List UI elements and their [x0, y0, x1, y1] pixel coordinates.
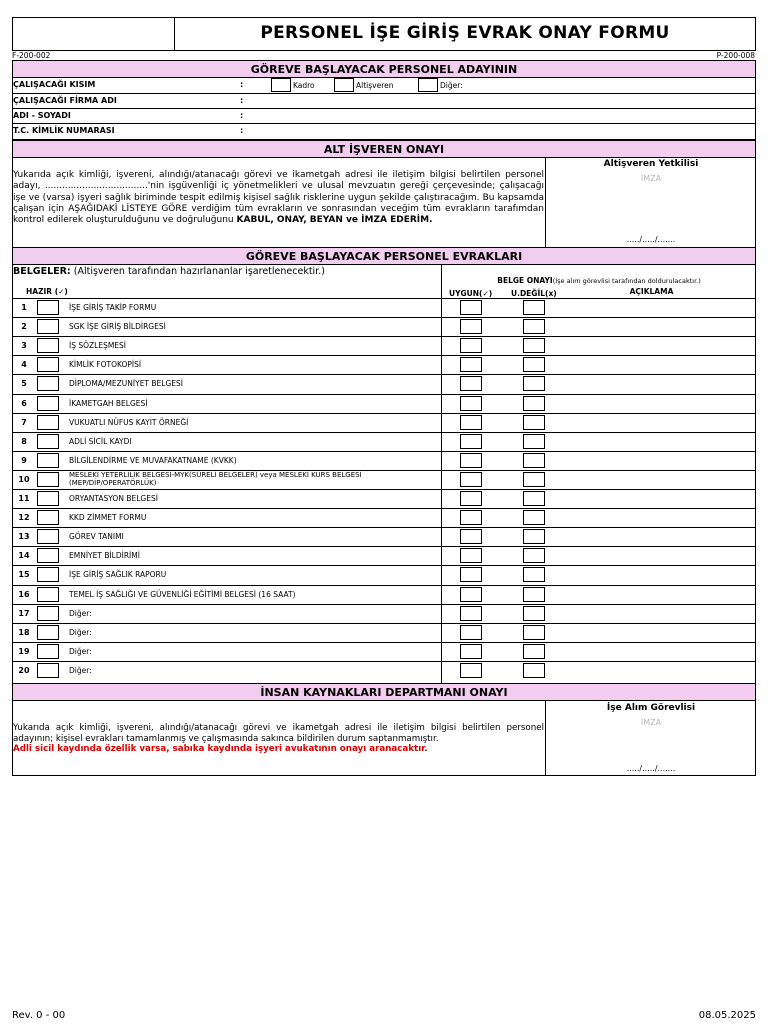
sub-employer-section-title: ALT İŞVEREN ONAYI — [12, 140, 756, 158]
belgeler-note: (Altişveren tarafından hazırlananlar işaretlenecektir.) — [70, 266, 325, 277]
uygun-checkbox[interactable] — [460, 338, 482, 353]
hazir-checkbox[interactable] — [37, 663, 59, 678]
diger-label: Diğer: — [440, 81, 463, 90]
sub-employer-statement-bold: KABUL, ONAY, BEYAN ve İMZA EDERİM. — [236, 215, 433, 226]
aciklama-input[interactable] — [548, 453, 753, 468]
uygun-checkbox[interactable] — [460, 548, 482, 563]
uygun-degil-checkbox[interactable] — [523, 548, 545, 563]
uygun-checkbox[interactable] — [460, 644, 482, 659]
row-number: 8 — [21, 437, 27, 446]
hazir-checkbox[interactable] — [37, 587, 59, 602]
hr-date[interactable]: ...../...../....... — [626, 764, 676, 773]
uygun-degil-checkbox[interactable] — [523, 319, 545, 334]
uygun-degil-checkbox[interactable] — [523, 491, 545, 506]
hr-warning-text: Adli sicil kaydında özellik varsa, sabıka kaydında işyeri avukatının onayı aranacaktır. — [13, 744, 428, 754]
hazir-checkbox[interactable] — [37, 415, 59, 430]
row-number: 12 — [18, 513, 30, 522]
field-label-company: ÇALIŞACAĞI FİRMA ADI — [13, 96, 117, 105]
hazir-checkbox[interactable] — [37, 606, 59, 621]
aciklama-input[interactable] — [548, 625, 753, 640]
row-number: 9 — [21, 456, 27, 465]
uygun-degil-checkbox[interactable] — [523, 415, 545, 430]
name-input[interactable] — [250, 109, 750, 122]
uygun-degil-checkbox[interactable] — [523, 300, 545, 315]
aciklama-input[interactable] — [548, 396, 753, 411]
aciklama-input[interactable] — [548, 376, 753, 391]
document-name: ORYANTASYON BELGESİ — [69, 494, 158, 503]
row-number: 19 — [18, 647, 30, 656]
field-sep: : — [240, 96, 244, 105]
company-input[interactable] — [250, 94, 750, 107]
form-code-right: P-200-008 — [716, 51, 755, 60]
footer-rev: Rev. 0 - 00 — [12, 1010, 66, 1021]
field-label-tc: T.C. KİMLİK NUMARASI — [13, 126, 115, 135]
footer-date: 08.05.2025 — [698, 1010, 756, 1021]
belgeler-label: BELGELER: — [13, 266, 71, 277]
uygun-degil-checkbox[interactable] — [523, 567, 545, 582]
uygun-checkbox[interactable] — [460, 529, 482, 544]
document-name-line2: (MEP/DİP/OPERATÖRLÜK) — [69, 479, 157, 487]
belge-onayi-label: BELGE ONAYI — [497, 276, 553, 285]
hazir-checkbox[interactable] — [37, 625, 59, 640]
uygun-degil-checkbox[interactable] — [523, 587, 545, 602]
document-name: Diğer: — [69, 666, 92, 675]
document-name: GÖREV TANIMI — [69, 532, 124, 541]
aciklama-input[interactable] — [548, 415, 753, 430]
aciklama-input[interactable] — [548, 300, 753, 315]
belge-onayi-header — [442, 268, 756, 287]
hazir-checkbox[interactable] — [37, 491, 59, 506]
row-number: 15 — [18, 570, 30, 579]
hazir-checkbox[interactable] — [37, 644, 59, 659]
hazir-checkbox[interactable] — [37, 300, 59, 315]
page-title: PERSONEL İŞE GİRİŞ EVRAK ONAY FORMU — [260, 23, 670, 43]
diger-checkbox[interactable] — [418, 78, 438, 92]
document-name: DİPLOMA/MEZUNİYET BELGESİ — [69, 379, 183, 388]
hazir-checkbox[interactable] — [37, 319, 59, 334]
document-name: KKD ZİMMET FORMU — [69, 513, 147, 522]
row-number: 18 — [18, 628, 30, 637]
uygun-degil-checkbox[interactable] — [523, 472, 545, 487]
uygun-degil-checkbox[interactable] — [523, 510, 545, 525]
aciklama-input[interactable] — [548, 357, 753, 372]
hazir-checkbox[interactable] — [37, 434, 59, 449]
documents-section-title: GÖREVE BAŞLAYACAK PERSONEL EVRAKLARI — [12, 247, 756, 265]
document-name: İŞE GİRİŞ SAĞLIK RAPORU — [69, 570, 167, 579]
row-number: 4 — [21, 360, 27, 369]
row-number: 5 — [21, 379, 27, 388]
document-name: İŞ SÖZLEŞMESİ — [69, 341, 127, 350]
hr-signature[interactable]: İMZA — [640, 718, 662, 727]
uygun-degil-checkbox[interactable] — [523, 663, 545, 678]
sub-employer-date[interactable]: ...../...../....... — [626, 235, 676, 244]
sub-employer-signature[interactable]: İMZA — [640, 174, 662, 183]
aciklama-input[interactable] — [548, 434, 753, 449]
uygun-checkbox[interactable] — [460, 567, 482, 582]
kadro-label: Kadro — [293, 81, 315, 90]
aciklama-input[interactable] — [548, 529, 753, 544]
hr-signer-title: İşe Alım Görevlisi — [606, 703, 696, 713]
row-number: 6 — [21, 399, 27, 408]
uygun-degil-checkbox[interactable] — [523, 453, 545, 468]
uygun-degil-checkbox[interactable] — [523, 606, 545, 621]
aciklama-input[interactable] — [548, 319, 753, 334]
row-number: 10 — [18, 475, 30, 484]
col-hazir: HAZIR (✓) — [26, 287, 68, 296]
col-aciklama: AÇIKLAMA — [629, 287, 674, 296]
field-sep: : — [240, 80, 244, 89]
row-number: 1 — [21, 303, 27, 312]
uygun-degil-checkbox[interactable] — [523, 434, 545, 449]
altisveren-checkbox[interactable] — [334, 78, 354, 92]
field-label-name: ADI - SOYADI — [13, 111, 71, 120]
kadro-checkbox[interactable] — [271, 78, 291, 92]
document-name: VUKUATLI NÜFUS KAYIT ÖRNEĞİ — [69, 418, 189, 427]
sub-employer-statement-text: Yukarıda açık kimliği, işvereni, alındığı/atanacağı görevi ve ikametgah adresi ile iletişim bilgisi belirtilen personel adayı, ....................................'nin işgüvenliği iç yönetmelikleri ve ulusal mevzuatın gereği çerçevesinde; çalışacağı işe ve (varsa) işyeri sağlık biriminde tespit edilmiş kişisel sağlık risklerine uygun şekilde çalıştıracağım. Bu kapsamda çalışan için AŞAĞIDAKİ LİSTEYE GÖRE verdiğim tüm evrakların ve sonrasından veceğim tüm evrakların tarafımdan kontrol edilerek oluşturulduğunu ve doğruluğunu — [13, 170, 544, 226]
col-udegil: U.DEĞİL(x) — [511, 289, 557, 298]
hazir-checkbox[interactable] — [37, 376, 59, 391]
hr-section-title: İNSAN KAYNAKLARI DEPARTMANI ONAYI — [12, 683, 756, 701]
uygun-checkbox[interactable] — [460, 453, 482, 468]
uygun-checkbox[interactable] — [460, 472, 482, 487]
hazir-checkbox[interactable] — [37, 453, 59, 468]
hazir-checkbox[interactable] — [37, 396, 59, 411]
uygun-degil-checkbox[interactable] — [523, 357, 545, 372]
uygun-checkbox[interactable] — [460, 415, 482, 430]
aciklama-input[interactable] — [548, 606, 753, 621]
document-name: Diğer: — [69, 647, 92, 656]
aciklama-input[interactable] — [548, 567, 753, 582]
document-name: BİLGİLENDİRME VE MUVAFAKATNAME (KVKK) — [69, 456, 237, 465]
tc-input[interactable] — [250, 124, 750, 138]
uygun-checkbox[interactable] — [460, 606, 482, 621]
col-uygun: UYGUN(✓) — [449, 289, 493, 298]
aciklama-input[interactable] — [548, 548, 753, 563]
hazir-checkbox[interactable] — [37, 338, 59, 353]
row-number: 13 — [18, 532, 30, 541]
aciklama-input[interactable] — [548, 491, 753, 506]
hazir-checkbox[interactable] — [37, 567, 59, 582]
uygun-degil-checkbox[interactable] — [523, 376, 545, 391]
aciklama-input[interactable] — [548, 510, 753, 525]
document-name: KİMLİK FOTOKOPİSİ — [69, 360, 142, 369]
field-sep: : — [240, 111, 244, 120]
row-number: 16 — [18, 590, 30, 599]
uygun-degil-checkbox[interactable] — [523, 529, 545, 544]
hr-statement-text: Yukarıda açık kimliği, işvereni, alındığı/atanacağı görevi ve ikametgah adresi ile iletişim bilgisi belirtilen personel adayının; kişisel evrakları tamamlanmış ve çalışmasında sakınca bildirilen durum saptanmamıştır. — [13, 723, 544, 744]
uygun-checkbox[interactable] — [460, 396, 482, 411]
uygun-checkbox[interactable] — [460, 319, 482, 334]
document-name: Diğer: — [69, 609, 92, 618]
document-name-line1: MESLEKİ YETERLİLİK BELGESİ-MYK(SÜRELİ BELGELER) veya MESLEKİ KURS BELGESİ — [69, 471, 362, 479]
uygun-checkbox[interactable] — [460, 434, 482, 449]
field-sep: : — [240, 126, 244, 135]
uygun-checkbox[interactable] — [460, 625, 482, 640]
document-name — [69, 471, 362, 487]
aciklama-input[interactable] — [548, 663, 753, 678]
document-name: İŞE GİRİŞ TAKİP FORMU — [69, 303, 157, 312]
row-number: 17 — [18, 609, 30, 618]
document-name: Diğer: — [69, 628, 92, 637]
row-number: 14 — [18, 551, 30, 560]
candidate-section-title: GÖREVE BAŞLAYACAK PERSONEL ADAYININ — [12, 60, 756, 78]
uygun-checkbox[interactable] — [460, 357, 482, 372]
uygun-checkbox[interactable] — [460, 587, 482, 602]
uygun-checkbox[interactable] — [460, 491, 482, 506]
row-number: 2 — [21, 322, 27, 331]
aciklama-input[interactable] — [548, 644, 753, 659]
form-code-left: F-200-002 — [12, 51, 51, 60]
sub-employer-statement — [13, 170, 544, 226]
document-name: SGK İŞE GİRİŞ BİLDİRGESİ — [69, 322, 166, 331]
hazir-checkbox[interactable] — [37, 548, 59, 563]
row-number: 11 — [18, 494, 30, 503]
row-number: 7 — [21, 418, 27, 427]
uygun-degil-checkbox[interactable] — [523, 644, 545, 659]
document-name: ADLİ SİCİL KAYDI — [69, 437, 132, 446]
uygun-checkbox[interactable] — [460, 300, 482, 315]
belgeler-header — [13, 266, 325, 277]
hazir-checkbox[interactable] — [37, 510, 59, 525]
hazir-checkbox[interactable] — [37, 529, 59, 544]
document-name: EMNİYET BİLDİRİMİ — [69, 551, 140, 560]
uygun-checkbox[interactable] — [460, 663, 482, 678]
sub-employer-signer-title: Altişveren Yetkilisi — [603, 159, 699, 169]
aciklama-input[interactable] — [548, 472, 753, 487]
document-name: İKAMETGAH BELGESİ — [69, 399, 148, 408]
row-number: 3 — [21, 341, 27, 350]
row-number: 20 — [18, 666, 30, 675]
aciklama-input[interactable] — [548, 338, 753, 353]
aciklama-input[interactable] — [548, 587, 753, 602]
altisveren-label: Altişveren — [356, 81, 394, 90]
uygun-degil-checkbox[interactable] — [523, 625, 545, 640]
document-name: TEMEL İŞ SAĞLIĞI VE GÜVENLİĞİ EĞİTİMİ BELGESİ (16 SAAT) — [69, 590, 296, 599]
uygun-checkbox[interactable] — [460, 510, 482, 525]
uygun-degil-checkbox[interactable] — [523, 338, 545, 353]
belge-onayi-note: (İşe alım görevlisi tarafından doldurulacaktır.) — [552, 277, 701, 285]
uygun-degil-checkbox[interactable] — [523, 396, 545, 411]
hazir-checkbox[interactable] — [37, 357, 59, 372]
hazir-checkbox[interactable] — [37, 472, 59, 487]
hr-statement — [13, 723, 544, 755]
uygun-checkbox[interactable] — [460, 376, 482, 391]
field-label-department: ÇALIŞACAĞI KISIM — [13, 80, 96, 89]
